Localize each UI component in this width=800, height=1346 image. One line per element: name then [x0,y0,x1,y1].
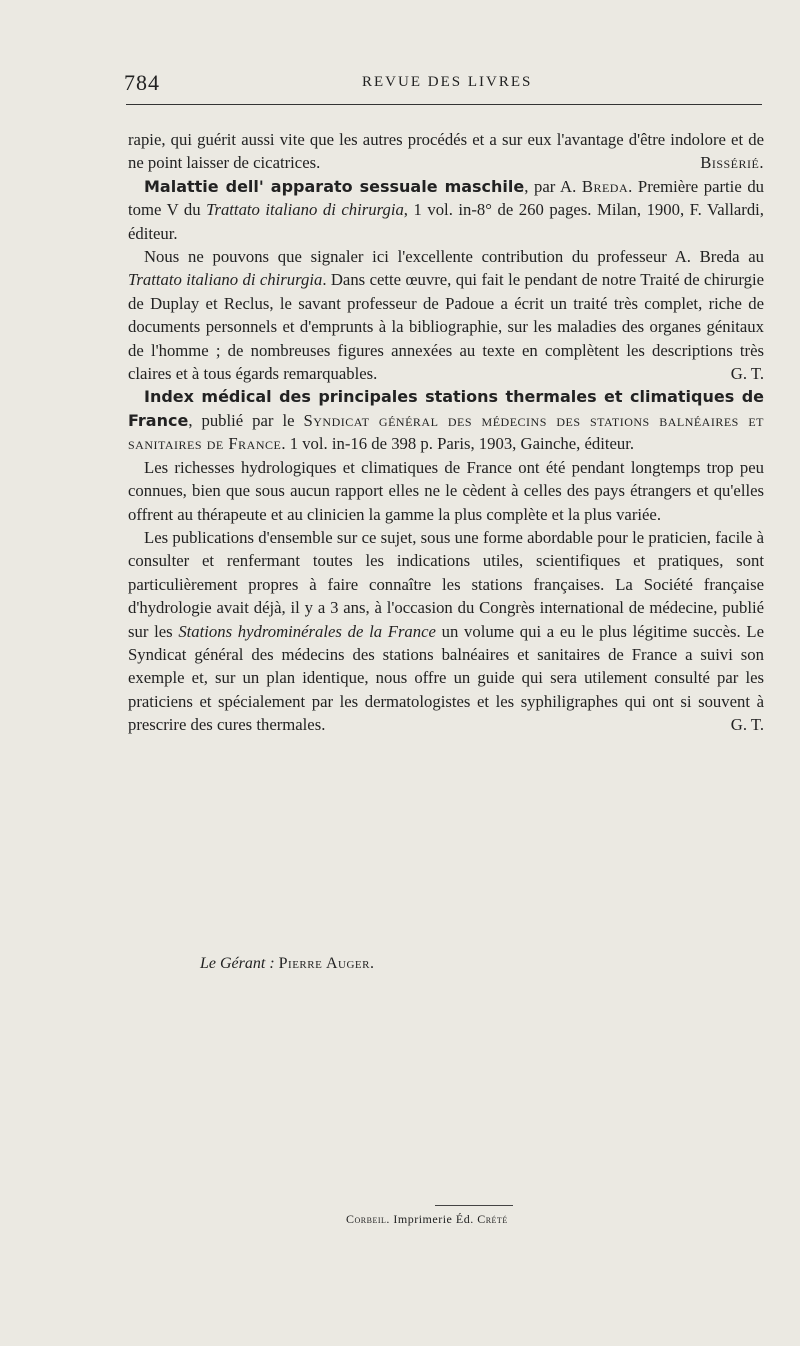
gerant-label: Le Gérant : [200,955,275,972]
gerant-line [200,955,374,973]
signature: G. T. [730,364,764,384]
review-paragraph: Les publications d'ensemble sur ce sujet, sous une forme abordable pour le praticien, facile à consulter et renfermant toutes les indications utiles, scientifiques et pratiques, sont particulièrement propres à faire connaître les stations françaises. La Société française d'hydrologie avait déjà, il y a 3 ans, à l'occasion du Congrès international de médecine, publié sur les Stations hydrominérales de la France un volume qui a eu le plus légitime succès. Le Syndicat général des médecins des stations balnéaires et sanitaires de France a suivi son exemple et, sur un plan identique, nous offre un guide qui sera utilement consulté par les praticiens et spécialement par les dermatologistes et les syphiligraphes qui ont si souvent à prescrire des cures thermales. G. T. [128,526,764,737]
printer-imprint: Corbeil. Imprimerie Éd. Crété [346,1212,508,1226]
paragraph-continuation: rapie, qui guérit aussi vite que les autres procédés et a sur eux l'avantage d'être indolore et de ne point laisser de cicatrices. Bissérié. [128,128,764,175]
footer-rule [435,1205,513,1206]
signature: Bissérié. [700,153,764,173]
work-title: Trattato italiano di chirurgia [128,270,323,290]
gerant-name: Pierre Auger. [278,955,375,972]
review-paragraph: Les richesses hydrologiques et climatiques de France ont été pendant longtemps trop peu connues, bien que sous aucun rapport elles ne le cèdent à celles des pays étrangers et qu'elles offrent au thérapeute et au clinicien la gamme la plus complète et la plus variée. [128,457,764,524]
signature: G. T. [730,715,764,735]
book-title: Index médical des principales stations thermales et climatiques de France [128,387,764,430]
page-number: 784 [124,70,160,95]
work-title: Trattato italiano di chirurgia [206,200,404,220]
work-title: Stations hydrominérales de la France [178,621,436,641]
book-entry-index: Index médical des principales stations thermales et climatiques de France, publié par le Syndicat général des médecins des stations balnéaires et sanitaires de France. 1 vol. in-16 de 398 p. Paris, 1903, Gainche, éditeur. [128,387,764,454]
page-body [128,128,764,737]
book-author: Breda [581,176,629,196]
running-title: REVUE DES LIVRES [362,74,533,90]
header-rule [126,104,762,105]
review-paragraph: Nous ne pouvons que signaler ici l'excellente contribution du professeur A. Breda au Trattato italiano di chirurgia. Dans cette œuvre, qui fait le pendant de notre Traité de chirurgie de Duplay et Reclus, le savant professeur de Padoue a écrit un traité très complet, riche de documents personnels et d'emprunts à la bibliographie, sur les maladies des organes génitaux de l'homme ; de nombreuses figures annexées au texte en complètent les descriptions très claires et à tous égards remarquables. G. T. [128,245,764,385]
book-publisher: Syndicat général des médecins des stations balnéaires et sanitaires de France [128,410,764,454]
book-title: Malattie dell' apparato sessuale maschile [144,176,525,196]
page-header [124,70,764,100]
book-entry-breda: Malattie dell' apparato sessuale maschile, par A. Breda. Première partie du tome V du Trattato italiano di chirurgia, 1 vol. in-8° de 260 pages. Milan, 1900, F. Vallardi, éditeur. [128,176,765,243]
